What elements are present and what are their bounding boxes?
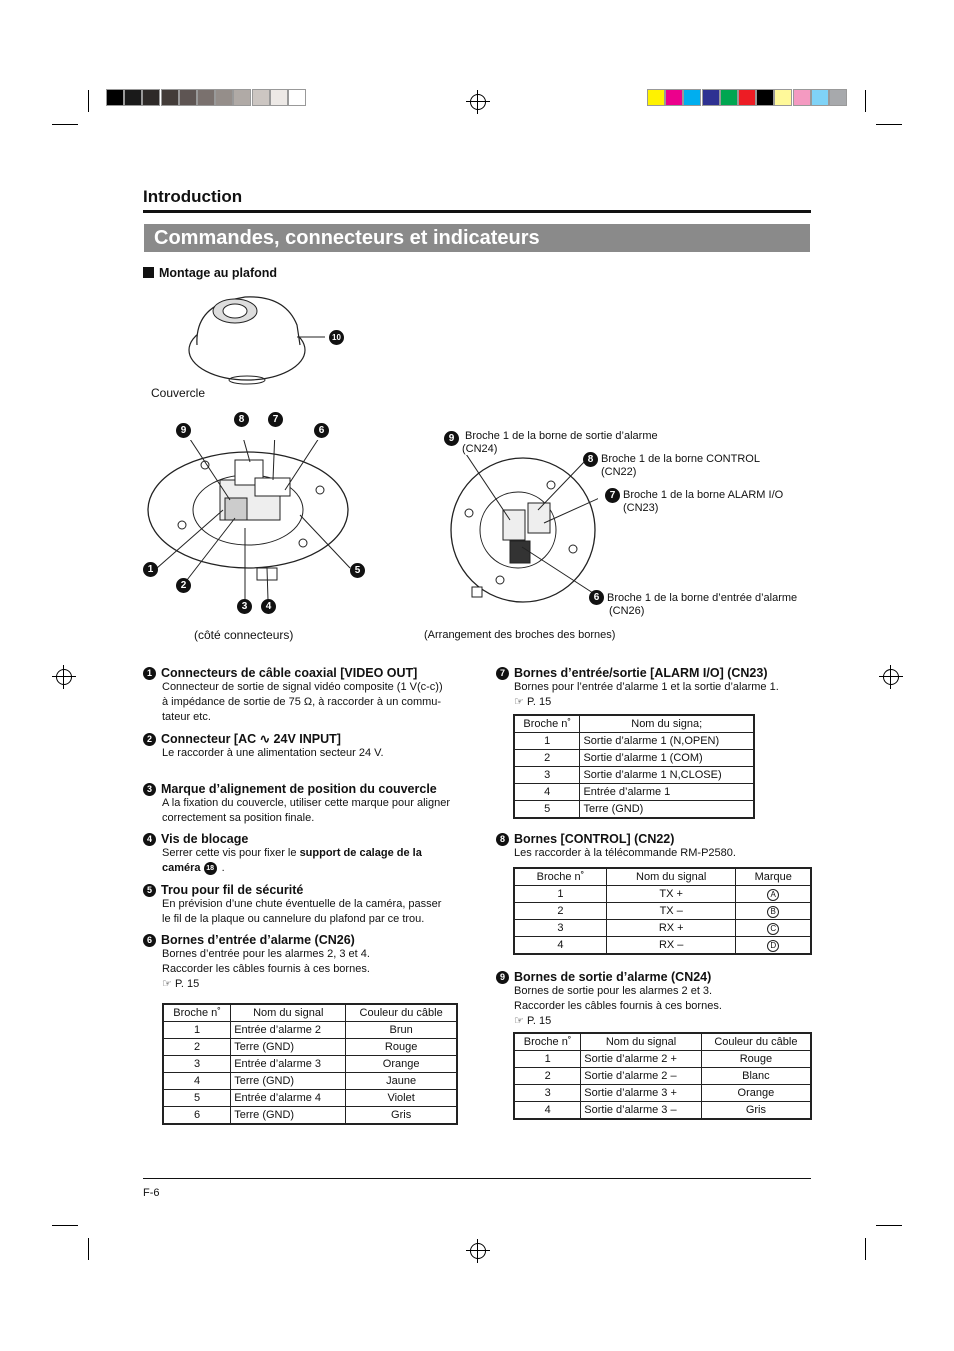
table-cell: Orange	[701, 1085, 811, 1102]
table-cell: 3	[514, 1085, 581, 1102]
item-title: Connecteurs de câble coaxial [VIDEO OUT]	[161, 666, 418, 680]
table-header-cell: Broche n˚	[514, 868, 606, 886]
table-cell: TX +	[606, 886, 736, 903]
pin9-label	[465, 430, 658, 442]
callout-7: 7	[268, 412, 283, 427]
color-swatch	[683, 89, 701, 106]
table-cell: Sortie d’alarme 1 (COM)	[580, 750, 754, 767]
callout-4: 4	[261, 599, 276, 614]
item-1	[143, 666, 463, 725]
item-6-title	[143, 933, 463, 947]
number-badge: 7	[496, 667, 509, 680]
table-cell: 2	[514, 1068, 581, 1085]
table-cell: Rouge	[346, 1039, 457, 1056]
pointing-hand-icon: ☞	[514, 1015, 524, 1028]
footer-rule	[143, 1178, 811, 1179]
table-row	[163, 1073, 457, 1090]
item-5-desc	[162, 897, 463, 927]
text-line: tateur etc.	[162, 711, 211, 724]
table-cell: RX +	[606, 920, 736, 937]
table-row	[514, 937, 811, 955]
table-cell: Orange	[346, 1056, 457, 1073]
pin8-label: Broche 1 de la borne CONTROL	[601, 453, 760, 465]
pin6-label: Broche 1 de la borne d’entrée d’alarme	[607, 592, 798, 604]
table-cell: 6	[163, 1107, 231, 1125]
registration-mark-top	[470, 94, 486, 110]
table-cn24	[513, 1032, 812, 1120]
table-header-row	[163, 1004, 457, 1022]
table-row	[163, 1056, 457, 1073]
text-line: correctement sa position finale.	[162, 812, 315, 825]
table-row	[514, 784, 754, 801]
table-cell: Sortie d’alarme 3 +	[581, 1085, 702, 1102]
page-ref: P. 15	[526, 1015, 552, 1028]
table-cell: Brun	[346, 1022, 457, 1039]
table-row	[163, 1022, 457, 1039]
table-cell	[736, 886, 811, 903]
table-header-row	[514, 715, 754, 733]
color-swatch	[738, 89, 756, 106]
table-cell: Terre (GND)	[580, 801, 754, 819]
text-line: A la fixation du couvercle, utiliser cette marque pour aligner	[162, 797, 450, 810]
table-cell	[736, 937, 811, 955]
color-swatch	[124, 89, 142, 106]
number-badge: 9	[496, 971, 509, 984]
table-cell: 2	[514, 903, 606, 920]
registration-mark-left	[56, 669, 72, 685]
table-cn23	[513, 714, 755, 819]
number-badge: 2	[143, 733, 156, 746]
registration-mark-bottom	[470, 1243, 486, 1259]
text-bold: support de calage de la	[299, 847, 422, 860]
item-title: Bornes d’entrée d’alarme (CN26)	[161, 933, 355, 947]
text-line: à impédance de sortie de 75 Ω, à raccorder à un commu-	[162, 696, 442, 709]
table-cell: 1	[514, 1051, 581, 1068]
item-5	[143, 883, 463, 927]
table-header-cell: Marque	[736, 868, 811, 886]
table-cell: Sortie d’alarme 2 +	[581, 1051, 702, 1068]
table-cell: Blanc	[701, 1068, 811, 1085]
table-cell	[736, 903, 811, 920]
item-3	[143, 782, 463, 826]
table-cell: 1	[514, 733, 580, 750]
crop-mark	[52, 124, 78, 125]
color-swatch	[702, 89, 720, 106]
item-6	[143, 933, 463, 992]
table-header-cell: Couleur du câble	[701, 1033, 811, 1051]
table-row	[514, 1051, 811, 1068]
color-swatch	[142, 89, 160, 106]
item-title: Bornes de sortie d’alarme (CN24)	[514, 970, 712, 984]
pin-callout-7: 7	[605, 488, 620, 503]
item-2-title	[143, 731, 463, 746]
table-row	[514, 1102, 811, 1120]
item-8-title	[496, 832, 816, 846]
table-cell: Violet	[346, 1090, 457, 1107]
text-line: Raccorder les câbles fournis à ces bornes.	[514, 1000, 722, 1013]
item-title: Vis de blocage	[161, 832, 249, 846]
table-cell: Terre (GND)	[231, 1073, 346, 1090]
number-badge: 4	[143, 833, 156, 846]
number-badge: 1	[143, 667, 156, 680]
reference-badge: 18	[204, 862, 217, 875]
table-cell: 5	[514, 801, 580, 819]
table-header-cell: Broche n˚	[163, 1004, 231, 1022]
table-cell: 4	[514, 937, 606, 955]
item-7-desc	[514, 680, 816, 710]
table-cn26	[162, 1003, 458, 1125]
table-cell: Entrée d’alarme 4	[231, 1090, 346, 1107]
subsection-title	[143, 266, 277, 280]
text-line: Bornes de sortie pour les alarmes 2 et 3.	[514, 985, 713, 998]
table-cell: 2	[514, 750, 580, 767]
crop-mark	[88, 90, 89, 112]
item-title: Bornes [CONTROL] (CN22)	[514, 832, 675, 846]
text-bold: caméra	[162, 862, 201, 875]
mark-letter: B	[767, 906, 779, 918]
page-number: F-6	[143, 1187, 160, 1199]
table-header-cell: Broche n˚	[514, 1033, 581, 1051]
text-line: Bornes pour l’entrée d’alarme 1 et la sortie d’alarme 1.	[514, 681, 779, 694]
table-cn22	[513, 867, 812, 955]
table-header-cell: Nom du signal	[231, 1004, 346, 1022]
pin-callout-9: 9	[444, 431, 459, 446]
table-header-cell: Couleur du câble	[346, 1004, 457, 1022]
page-ref: P. 15	[174, 978, 200, 991]
table-cell: Sortie d’alarme 1 N,CLOSE)	[580, 767, 754, 784]
text-line: Connecteur de sortie de signal vidéo composite (1 V(c-c))	[162, 681, 443, 694]
pin7-label: Broche 1 de la borne ALARM I/O	[623, 489, 784, 501]
table-cell: Entrée d’alarme 1	[580, 784, 754, 801]
table-cell: Sortie d’alarme 2 –	[581, 1068, 702, 1085]
section-rule	[143, 210, 811, 213]
registration-mark-right	[883, 669, 899, 685]
subsection-label: Montage au plafond	[159, 266, 278, 280]
item-title: Marque d’alignement de position du couvercle	[161, 782, 437, 796]
page-title: Commandes, connecteurs et indicateurs	[144, 224, 810, 252]
callout-1: 1	[143, 562, 158, 577]
table-cell: Jaune	[346, 1073, 457, 1090]
table-cell: Terre (GND)	[231, 1107, 346, 1125]
color-swatch	[756, 89, 774, 106]
table-cell: 1	[163, 1022, 231, 1039]
table-row	[514, 1085, 811, 1102]
table-cell: Gris	[346, 1107, 457, 1125]
pin-callout-8: 8	[583, 452, 598, 467]
table-cell: 3	[163, 1056, 231, 1073]
table-cell: TX –	[606, 903, 736, 920]
item-7-title	[496, 666, 816, 680]
table-cell: 4	[163, 1073, 231, 1090]
color-swatch	[106, 89, 124, 106]
color-swatch	[215, 89, 233, 106]
pin7-ref: (CN23)	[623, 502, 659, 514]
item-4	[143, 832, 463, 876]
pin9-ref: (CN24)	[462, 443, 498, 455]
pin8-ref: (CN22)	[601, 466, 637, 478]
item-1-desc	[162, 680, 463, 725]
table-row	[163, 1090, 457, 1107]
table-cell: 1	[514, 886, 606, 903]
color-swatch	[161, 89, 179, 106]
number-badge: 6	[143, 934, 156, 947]
color-swatch	[720, 89, 738, 106]
item-9-title	[496, 970, 816, 984]
item-1-title	[143, 666, 463, 680]
color-swatch	[233, 89, 251, 106]
item-4-title	[143, 832, 463, 846]
mark-letter: C	[767, 923, 779, 935]
caption-cover: Couvercle	[151, 386, 206, 400]
color-swatch	[197, 89, 215, 106]
item-2	[143, 731, 463, 761]
crop-mark	[865, 1238, 866, 1260]
text-line: le fil de la plaque ou cannelure du plafond par ce trou.	[162, 913, 425, 926]
item-4-desc: Serrer cette vis pour fixer le support de calage de la caméra 18 .	[162, 847, 422, 875]
cover-illustration	[185, 285, 325, 390]
table-header-cell: Nom du signal	[581, 1033, 702, 1051]
callout-9: 9	[176, 423, 191, 438]
callout-3: 3	[237, 599, 252, 614]
text-line: Bornes d’entrée pour les alarmes 2, 3 et 4.	[162, 948, 370, 961]
table-header-cell: Nom du signal	[606, 868, 736, 886]
table-cell: 3	[514, 920, 606, 937]
item-title: Connecteur [AC ∿ 24V INPUT]	[161, 732, 341, 746]
pointing-hand-icon: ☞	[514, 696, 524, 709]
table-header-cell: Nom du signa;	[580, 715, 754, 733]
text-line: Les raccorder à la télécommande RM-P2580.	[514, 847, 736, 860]
caption-connectors: (côté connecteurs)	[194, 628, 294, 642]
caption-pins: (Arrangement des broches des bornes)	[424, 629, 616, 641]
table-row	[514, 903, 811, 920]
mark-letter: D	[767, 940, 779, 952]
callout-8: 8	[234, 412, 249, 427]
color-swatch	[793, 89, 811, 106]
crop-mark	[876, 124, 902, 125]
table-cell: Entrée d’alarme 3	[231, 1056, 346, 1073]
color-swatch	[179, 89, 197, 106]
pin9-line1: Broche 1 de la borne de sortie d’alarme	[465, 430, 658, 442]
table-cell: Rouge	[701, 1051, 811, 1068]
table-cell: 4	[514, 1102, 581, 1120]
table-cell: Terre (GND)	[231, 1039, 346, 1056]
number-badge: 8	[496, 833, 509, 846]
pointing-hand-icon: ☞	[162, 978, 172, 991]
table-cell: Sortie d’alarme 1 (N,OPEN)	[580, 733, 754, 750]
color-swatch	[270, 89, 288, 106]
text-line: En prévision d’une chute éventuelle de la caméra, passer	[162, 898, 442, 911]
table-row	[514, 1068, 811, 1085]
callout-5: 5	[350, 563, 365, 578]
number-badge: 5	[143, 884, 156, 897]
item-5-title	[143, 883, 463, 897]
section-title: Introduction	[143, 187, 243, 206]
table-cell: Entrée d’alarme 2	[231, 1022, 346, 1039]
item-8-desc	[514, 846, 816, 861]
color-swatch	[665, 89, 683, 106]
item-title: Bornes d’entrée/sortie [ALARM I/O] (CN23)	[514, 666, 768, 680]
table-row	[514, 920, 811, 937]
table-cell: 4	[514, 784, 580, 801]
crop-mark	[52, 1225, 78, 1226]
text-line: Le raccorder à une alimentation secteur 24 V.	[162, 747, 384, 760]
item-7	[496, 666, 816, 710]
item-8	[496, 832, 816, 861]
table-row	[514, 767, 754, 784]
color-swatch	[774, 89, 792, 106]
pin6-ref: (CN26)	[609, 605, 645, 617]
table-cell	[736, 920, 811, 937]
table-cell: Sortie d’alarme 3 –	[581, 1102, 702, 1120]
table-cell: 2	[163, 1039, 231, 1056]
number-badge: 3	[143, 783, 156, 796]
table-row	[514, 733, 754, 750]
mark-letter: A	[767, 889, 779, 901]
table-row	[163, 1039, 457, 1056]
text-line: Raccorder les câbles fournis à ces bornes.	[162, 963, 370, 976]
item-9-desc	[514, 984, 816, 1029]
crop-mark	[88, 1238, 89, 1260]
table-header-row	[514, 1033, 811, 1051]
color-swatch	[647, 89, 665, 106]
item-3-desc	[162, 796, 463, 826]
text-part: Serrer cette vis pour fixer le	[162, 847, 300, 860]
table-header-cell: Broche n˚	[514, 715, 580, 733]
square-bullet-icon	[143, 267, 154, 278]
crop-mark	[876, 1225, 902, 1226]
color-swatch	[811, 89, 829, 106]
color-swatch	[829, 89, 847, 106]
pin-callout-6: 6	[589, 590, 604, 605]
pin-arrangement-illustration	[448, 455, 598, 605]
table-cell: 5	[163, 1090, 231, 1107]
page-ref: P. 15	[526, 696, 552, 709]
callout-6: 6	[314, 423, 329, 438]
callout-2: 2	[176, 578, 191, 593]
color-swatch	[288, 89, 306, 106]
item-9	[496, 970, 816, 1029]
color-swatch	[252, 89, 270, 106]
callout-10: 10	[329, 330, 344, 345]
item-title: Trou pour fil de sécurité	[161, 883, 304, 897]
item-3-title	[143, 782, 463, 796]
crop-mark	[865, 90, 866, 112]
item-6-desc	[162, 947, 463, 992]
item-2-desc	[162, 746, 463, 761]
table-cell: Gris	[701, 1102, 811, 1120]
table-row	[514, 801, 754, 819]
table-row	[514, 750, 754, 767]
table-row	[514, 886, 811, 903]
table-cell: 3	[514, 767, 580, 784]
table-header-row	[514, 868, 811, 886]
table-cell: RX –	[606, 937, 736, 955]
table-row	[163, 1107, 457, 1125]
